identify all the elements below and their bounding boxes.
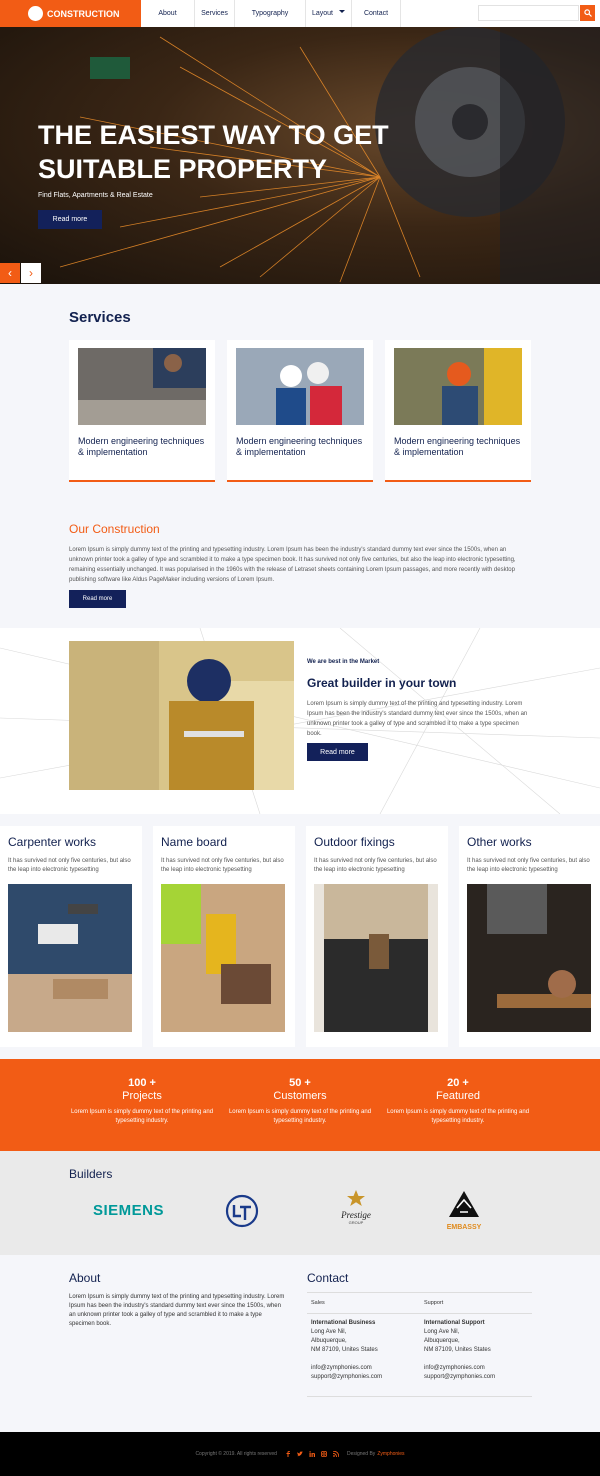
rss-icon[interactable] (333, 1451, 339, 1457)
contact-support-email[interactable]: info@zymphonies.com (424, 1365, 485, 1371)
other-works-image (467, 884, 591, 1032)
instagram-icon[interactable] (321, 1451, 327, 1457)
footer-bar (0, 1432, 600, 1476)
chevron-down-icon (339, 9, 345, 15)
contact-divider (307, 1313, 532, 1314)
contact-divider (307, 1292, 532, 1293)
contact-sales-email[interactable]: info@zymphonies.com (311, 1365, 372, 1371)
facebook-icon[interactable] (285, 1451, 291, 1457)
brand-logo[interactable] (0, 0, 141, 27)
work-card-title: Name board (161, 835, 228, 849)
arrow-right-icon: › (29, 266, 33, 280)
our-construction-title: Our Construction (69, 522, 160, 536)
slider-prev-button[interactable] (0, 263, 20, 283)
stat-text: Lorem Ipsum is simply dummy text of the printing and typesetting industry. (228, 1109, 372, 1124)
contact-title: Contact (307, 1271, 349, 1285)
work-card-text: It has survived not only five centuries, but also the leap into electronic typesetting (467, 858, 590, 873)
contact-divider (307, 1396, 532, 1397)
stat-customers (215, 1059, 385, 1126)
contact-support-addr1: Long Ave Nil, (424, 1329, 460, 1335)
embassy-logo: EMBASSY (442, 1191, 486, 1231)
builder-kicker: We are best in the Market (307, 659, 380, 665)
stat-label: Featured (435, 1090, 481, 1102)
work-card-text: It has survived not only five centuries, but also the leap into electronic typesetting (161, 858, 284, 873)
services-title: Services (69, 309, 131, 326)
work-card[interactable] (153, 826, 295, 1047)
hero-subtitle: Find Flats, Apartments & Real Estate (38, 192, 153, 199)
service-card-title: Modern engineering techniques & implementation (394, 436, 521, 457)
copyright-text: Copyright © 2019. All rights reserved (195, 1451, 277, 1457)
nav-typography[interactable]: Typography (235, 0, 306, 27)
builder-title: Great builder in your town (307, 676, 457, 690)
brand-name: CONSTRUCTION (47, 8, 120, 19)
stat-text: Lorem Ipsum is simply dummy text of the printing and typesetting industry. (70, 1109, 214, 1124)
carpenter-image (8, 884, 132, 1032)
logo-circle-icon (28, 6, 43, 21)
stat-number: 100 + (128, 1077, 156, 1089)
arrow-left-icon: ‹ (8, 266, 12, 280)
star-icon (346, 1190, 366, 1206)
builder-read-more-button[interactable]: Read more (307, 743, 368, 761)
service-image (394, 348, 522, 425)
contact-support-block (424, 1319, 532, 1382)
embassy-triangle-icon (449, 1191, 479, 1219)
service-card[interactable] (385, 340, 531, 482)
builders-title: Builders (69, 1167, 113, 1181)
contact-support-email2[interactable]: support@zymphonies.com (424, 1374, 496, 1380)
contact-sales-email2[interactable]: support@zymphonies.com (311, 1374, 383, 1380)
our-construction-text: Lorem Ipsum is simply dummy text of the printing and typesetting industry. Lorem Ipsum has been the industry's standard dummy text ever since the 1500s, when an unknown printer took a galley of type and scrambled it to make a type specimen book. It has survived not only five centuries, but also the leap into electronic typesetting, remaining essentially unchanged. It was popularised in the 1960s with the release of Letraset sheets containing Lorem Ipsum passages, and more recently with desktop publishing software like Aldus PageMaker including versions of Lorem Ipsum. (69, 547, 516, 583)
designed-by-text: Designed By (346, 1451, 376, 1457)
stat-label: Projects (122, 1090, 162, 1102)
siemens-logo: SIEMENS (93, 1202, 165, 1219)
service-image (236, 348, 364, 425)
stat-number: 20 + (447, 1077, 469, 1089)
prestige-logo: Prestige GROUP (336, 1190, 376, 1225)
search-icon (584, 9, 592, 17)
work-card[interactable] (306, 826, 448, 1047)
search-input[interactable] (478, 5, 579, 21)
stat-text: Lorem Ipsum is simply dummy text of the printing and typesetting industry. (386, 1109, 530, 1124)
stat-featured (373, 1059, 543, 1126)
builder-text: Lorem Ipsum is simply dummy text of the printing and typesetting industry. Lorem Ipsum has been the industry's standard dummy text ever since the 1500s, when an unknown printer took a galley of type and scrambled it to make a type specimen book. (307, 701, 528, 737)
hero-read-more-button[interactable]: Read more (38, 210, 102, 229)
contact-support-name: International Support (424, 1320, 485, 1326)
nav-contact[interactable]: Contact (352, 0, 401, 27)
work-card-title: Outdoor fixings (314, 835, 395, 849)
contact-support-head: Support (424, 1300, 444, 1306)
work-card[interactable] (0, 826, 142, 1047)
service-card[interactable] (69, 340, 215, 482)
contact-sales-addr3: NM 87109, Unites States (311, 1347, 378, 1353)
work-card-text: It has survived not only five centuries, but also the leap into electronic typesetting (314, 858, 437, 873)
nav-services[interactable]: Services (195, 0, 235, 27)
slider-next-button[interactable] (21, 263, 41, 283)
nav-layout-label: Layout (311, 10, 334, 17)
contact-sales-block (311, 1319, 419, 1382)
search-button[interactable] (580, 5, 595, 21)
work-card-text: It has survived not only five centuries, but also the leap into electronic typesetting (8, 858, 131, 873)
twitter-icon[interactable] (297, 1451, 303, 1457)
work-card-title: Carpenter works (8, 835, 97, 849)
lt-logo (225, 1194, 259, 1228)
contact-sales-name: International Business (311, 1320, 376, 1326)
about-text: Lorem Ipsum is simply dummy text of the printing and typesetting industry. Lorem Ipsum has been the industry's standard dummy text ever since the 1500s, when an unknown printer took a galley of type and scrambled it to make a type specimen book. (69, 1294, 285, 1327)
nav-about[interactable]: About (141, 0, 195, 27)
social-links (285, 1451, 339, 1457)
contact-support-addr2: Albuquerque, (424, 1338, 460, 1344)
service-card-title: Modern engineering techniques & implementation (78, 436, 205, 457)
designer-link[interactable]: Zymphonies (377, 1451, 405, 1457)
firefighter-image (69, 641, 294, 790)
contact-support-addr3: NM 87109, Unites States (424, 1347, 491, 1353)
linkedin-icon[interactable] (309, 1451, 315, 1457)
contact-sales-addr1: Long Ave Nil, (311, 1329, 347, 1335)
contact-sales-addr2: Albuquerque, (311, 1338, 347, 1344)
hero-slider (0, 27, 600, 284)
stat-label: Customers (273, 1090, 327, 1102)
about-title: About (69, 1271, 101, 1285)
service-image (78, 348, 206, 425)
service-card-title: Modern engineering techniques & implementation (236, 436, 363, 457)
tool-belt-image (314, 884, 438, 1032)
work-card[interactable] (459, 826, 600, 1047)
drill-image (161, 884, 285, 1032)
contact-sales-head: Sales (311, 1300, 325, 1306)
nav-layout[interactable] (306, 0, 352, 27)
hero-title: THE EASIEST WAY TO GET SUITABLE PROPERTY (38, 120, 389, 184)
service-card[interactable] (227, 340, 373, 482)
stat-number: 50 + (289, 1077, 311, 1089)
our-construction-read-more-button[interactable]: Read more (69, 590, 126, 608)
work-card-title: Other works (467, 835, 532, 849)
stat-projects (57, 1059, 227, 1126)
